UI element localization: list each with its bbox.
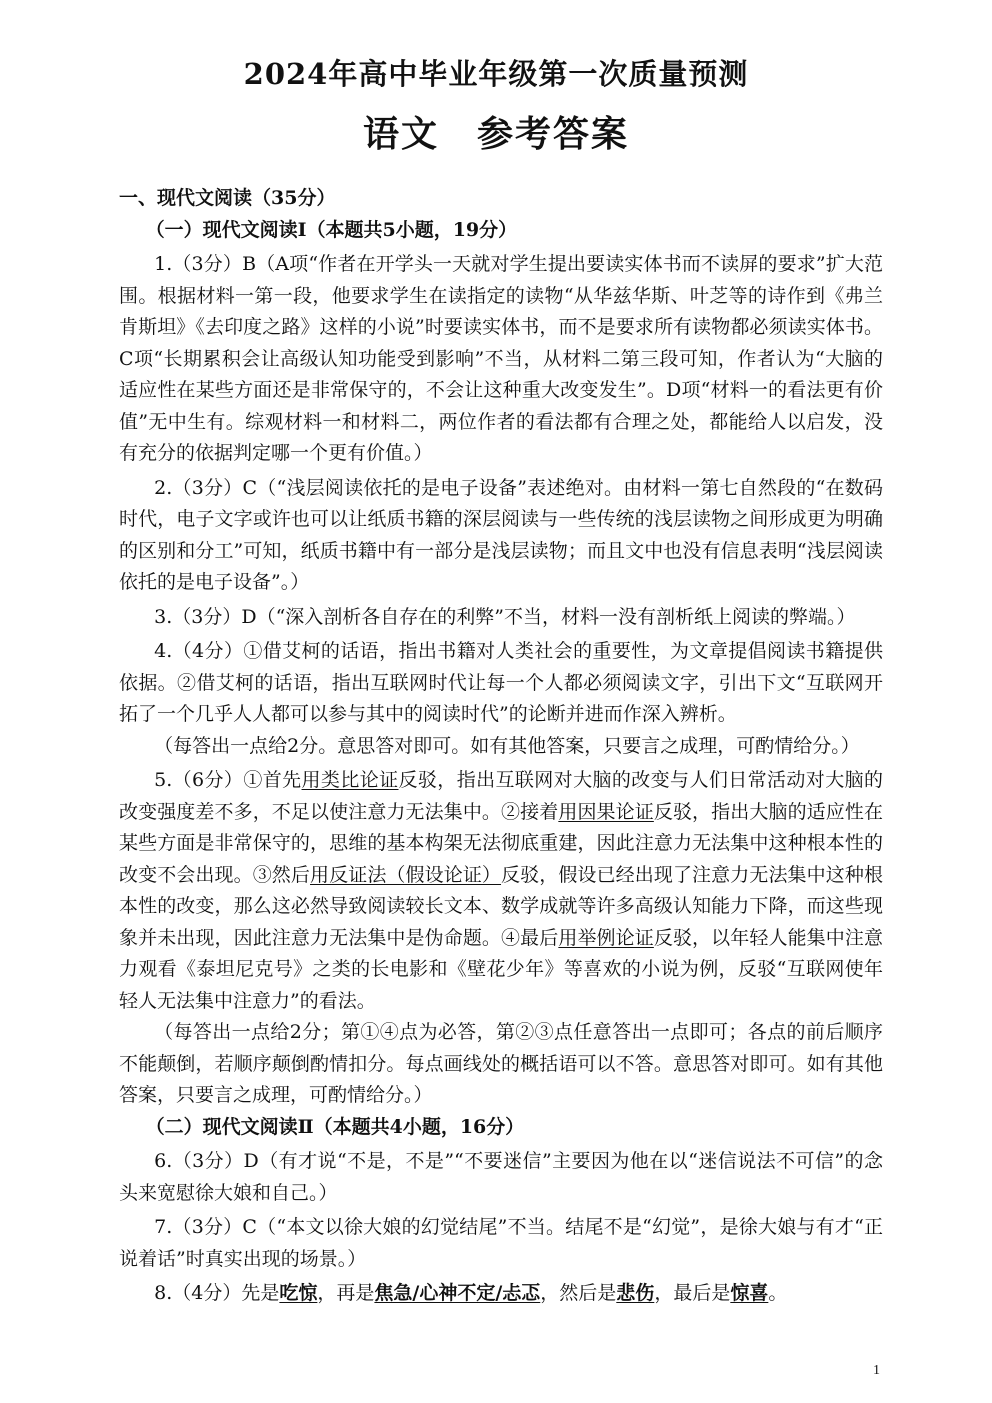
answer-5-key-term: 用反证法（假设论证）: [310, 863, 502, 886]
subsection-heading-reading-1: （一）现代文阅读Ⅰ（本题共5小题，19分）: [145, 218, 518, 241]
answer-6: 6.（3分）D（有才说“不是，不是”“不要迷信”主要因为他在以“迷信说法不可信”的念头来宽慰徐大娘和自己。）: [119, 1150, 883, 1204]
answer-8-text: 8.（4分）先是: [154, 1282, 280, 1304]
subsection-heading-reading-2: （二）现代文阅读Ⅱ（本题共4小题，16分）: [145, 1115, 525, 1138]
answer-8-text: 。: [768, 1282, 788, 1304]
answer-5-key-term: 用举例论证: [558, 926, 654, 949]
document-subtitle: 语文 参考答案: [362, 113, 629, 155]
answer-5: [119, 765, 883, 1017]
answer-8-text: ，然后是: [540, 1282, 617, 1304]
answer-8: [119, 1278, 883, 1310]
answer-4: 4.（4分）①借艾柯的话语，指出书籍对人类社会的重要性，为文章提倡阅读书籍提供依据。②借艾柯的话语，指出互联网时代让每一个人都必须阅读文字，引出下文“互联网开拓了一个几乎人人都可以参与其中的阅读时代”的论断并进而作深入辨析。: [119, 640, 883, 725]
answer-8-key-term: 惊喜: [730, 1282, 769, 1304]
answer-5-text: 反驳，指出大脑的适应性在某些方面是非常保守的，思维的基本构架无法彻底重建，因此注意力无法集中这种根本性的改变不会出现。③然后: [119, 800, 883, 886]
scoring-note-4: （每答出一点给2分。意思答对即可。如有其他答案，只要言之成理，可酌情给分。）: [154, 734, 860, 757]
answer-8-text: ，最后是: [654, 1282, 731, 1304]
scoring-note-5: （每答出一点给2分；第①④点为必答，第②③点任意答出一点即可；各点的前后顺序不能颠倒，若顺序颠倒酌情扣分。每点画线处的概括语可以不答。意思答对即可。如有其他答案，只要言之成理，可酌情给分。）: [119, 1021, 883, 1106]
answer-8-key-term: 悲伤: [616, 1282, 655, 1304]
answer-8-key-term: 焦急/心神不定/忐忑: [374, 1282, 541, 1304]
page-number: 1: [873, 1363, 880, 1378]
answer-5-key-term: 用因果论证: [558, 800, 654, 823]
answer-7: 7.（3分）C（“本文以徐大娘的幻觉结尾”不当。结尾不是“幻觉”，是徐大娘与有才“正说着话”时真实出现的场景。）: [119, 1216, 883, 1270]
answer-3: 3.（3分）D（“深入剖析各自存在的利弊”不当，材料一没有剖析纸上阅读的弊端。）: [154, 605, 856, 628]
answer-2: 2.（3分）C（“浅层阅读依托的是电子设备”表述绝对。由材料一第七自然段的“在数码时代，电子文字或许也可以让纸质书籍的深层阅读与一些传统的浅层读物之间形成更为明确的区别和分工”可知，纸质书籍中有一部分是浅层读物；而且文中也没有信息表明“浅层阅读依托的是电子设备”。）: [119, 476, 883, 593]
answer-content: [119, 183, 883, 1310]
answer-5-text: 反驳，假设已经出现了注意力无法集中这种根本性的改变，那么这必然导致阅读较长文本、数学成就等许多高级认知能力下降，而这些现象并未出现，因此注意力无法集中是伪命题。④最后: [119, 863, 883, 949]
section-heading-modern-reading: 一、现代文阅读（35分）: [119, 187, 336, 209]
document-title: 2024年高中毕业年级第一次质量预测: [243, 57, 749, 91]
answer-5-key-term: 用类比论证: [301, 769, 399, 791]
answer-5-text: 5.（6分）①首先: [154, 769, 302, 791]
answer-1: 1.（3分）B（A项“作者在开学头一天就对学生提出要读实体书而不读屏的要求”扩大范围。根据材料一第一段，他要求学生在读指定的读物“从华兹华斯、叶芝等的诗作到《弗兰肯斯坦》《去印度之路》这样的小说”时要读实体书，而不是要求所有读物都必须读实体书。C项“长期累积会让高级认知功能受到影响”不当，从材料二第三段可知，作者认为“大脑的适应性在某些方面还是非常保守的，不会让这种重大改变发生”。D项“材料一的看法更有价值”无中生有。综观材料一和材料二，两位作者的看法都有合理之处，都能给人以启发，没有充分的依据判定哪一个更有价值。）: [119, 253, 883, 464]
answer-8-key-term: 吃惊: [279, 1282, 318, 1304]
answer-8-text: ，再是: [317, 1282, 375, 1304]
answer-5-text: 反驳，以年轻人能集中注意力观看《泰坦尼克号》之类的长电影和《壁花少年》等喜欢的小说为例，反驳“互联网使年轻人无法集中注意力”的看法。: [119, 926, 883, 1012]
answer-5-text: 反驳，指出互联网对大脑的改变与人们日常活动对大脑的改变强度差不多，不足以使注意力无法集中。②接着: [119, 769, 883, 823]
